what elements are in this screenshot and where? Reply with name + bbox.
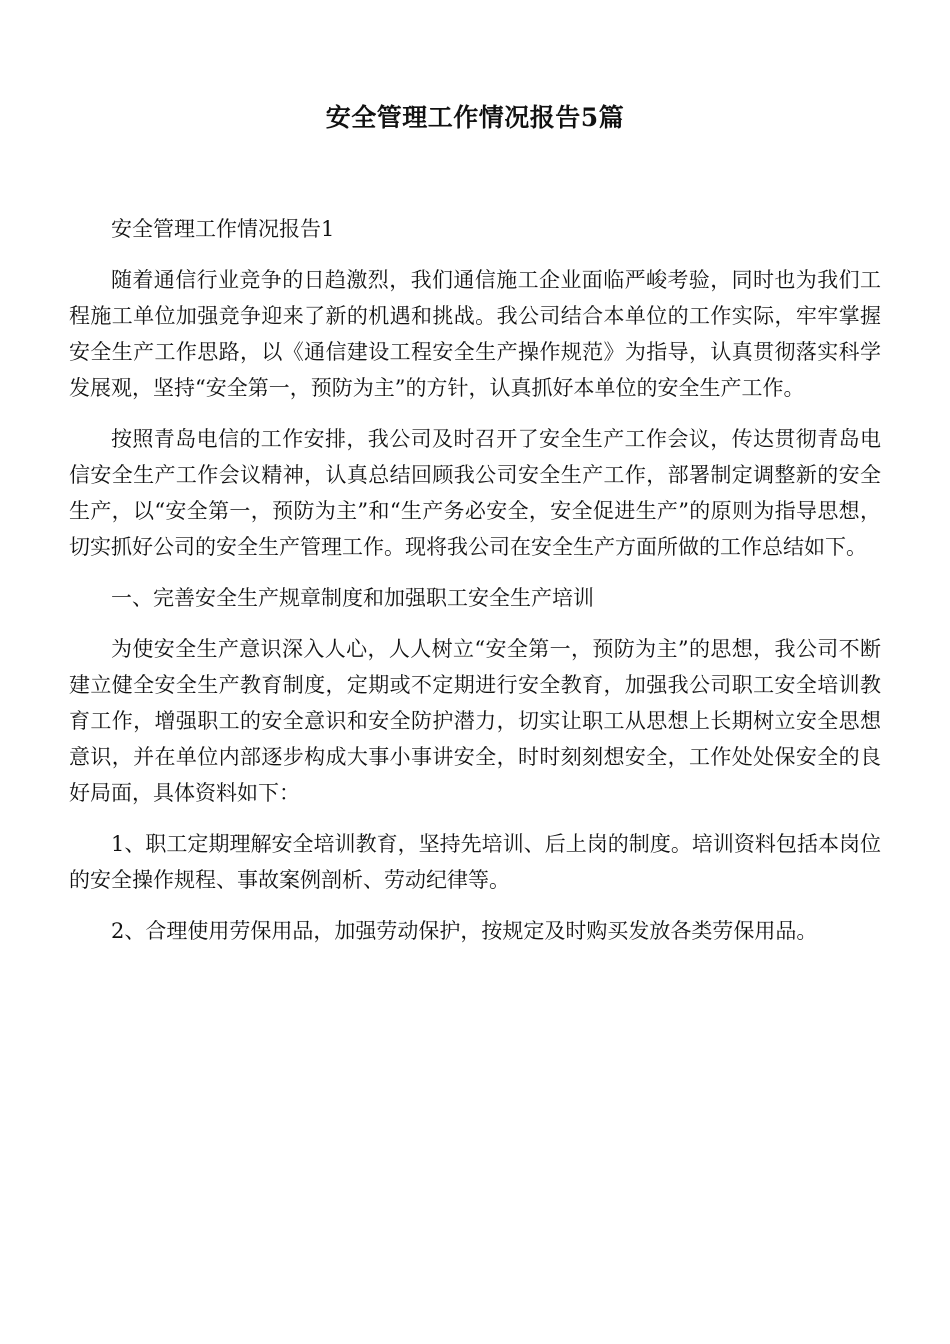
paragraph-intro: 随着通信行业竞争的日趋激烈，我们通信施工企业面临严峻考验，同时也为我们工程施工单位加强竞争迎来了新的机遇和挑战。我公司结合本单位的工作实际，牢牢掌握安全生产工作思路，以《通信建设工程安全生产操作规范》为指导，认真贯彻落实科学发展观，坚持“安全第一，预防为主”的方针，认真抓好本单位的安全生产工作。	[69, 268, 881, 400]
paragraph-training: 为使安全生产意识深入人心，人人树立“安全第一，预防为主”的思想，我公司不断建立健全安全生产教育制度，定期或不定期进行安全教育，加强我公司职工安全培训教育工作，增强职工的安全意识和安全防护潜力，切实让职工从思想上长期树立安全思想意识，并在单位内部逐步构成大事小事讲安全，时时刻刻想安全，工作处处保安全的良好局面，具体资料如下：	[69, 637, 881, 805]
section-heading-report-1: 安全管理工作情况报告1	[111, 217, 335, 241]
paragraph-meeting: 按照青岛电信的工作安排，我公司及时召开了安全生产工作会议，传达贯彻青岛电信安全生产工作会议精神，认真总结回顾我公司安全生产工作，部署制定调整新的安全生产，以“安全第一，预防为主”和“生产务必安全，安全促进生产”的原则为指导思想，切实抓好公司的安全生产管理工作。现将我公司在安全生产方面所做的工作总结如下。	[69, 427, 881, 559]
document-body	[69, 211, 881, 949]
document-title: 安全管理工作情况报告5篇	[325, 103, 625, 132]
section-heading-1: 一、完善安全生产规章制度和加强职工安全生产培训	[111, 586, 594, 610]
list-item-2: 2、合理使用劳保用品，加强劳动保护，按规定及时购买发放各类劳保用品。	[111, 919, 818, 943]
list-item-1: 1、职工定期理解安全培训教育，坚持先培训、后上岗的制度。培训资料包括本岗位的安全操作规程、事故案例剖析、劳动纪律等。	[69, 832, 881, 892]
